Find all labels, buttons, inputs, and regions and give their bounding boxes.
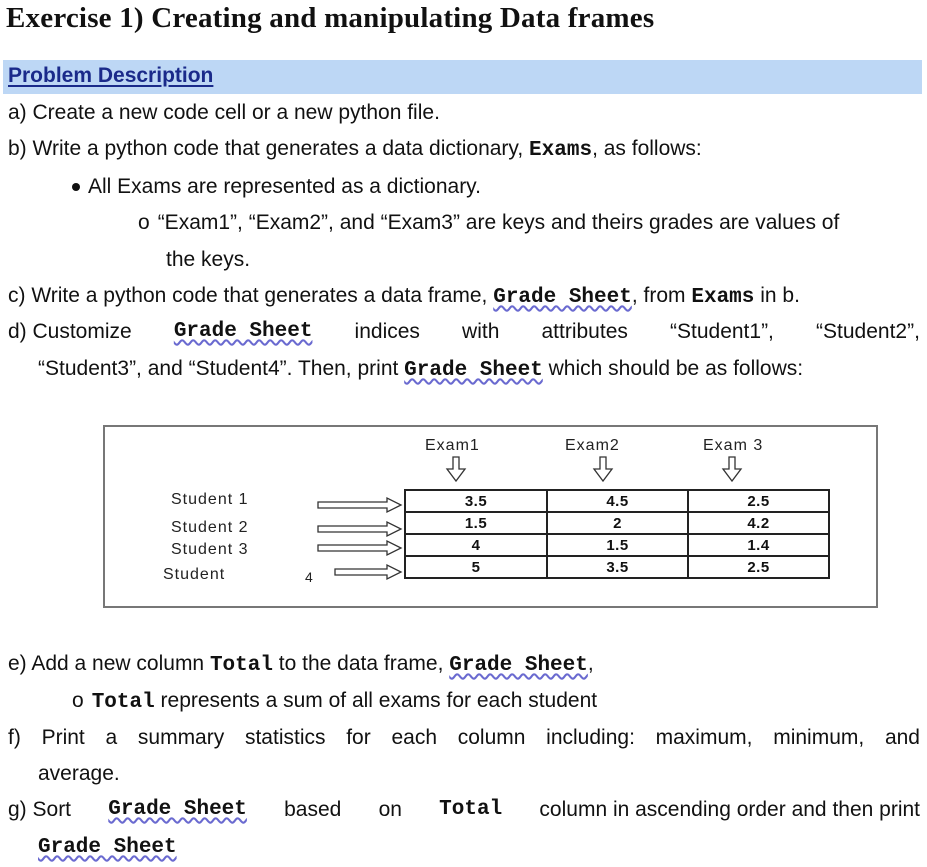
section-heading: Problem Description: [8, 64, 214, 87]
row-label: Student: [163, 566, 226, 583]
code-grade-sheet: Grade Sheet: [493, 286, 632, 309]
item-g-line2: [38, 834, 177, 859]
item-e: e) Add a new column Total to the data frame, Grade Sheet,: [8, 652, 594, 677]
table-cell: 1.4: [747, 537, 770, 554]
table-cell: 4: [471, 537, 481, 554]
right-arrow-icon: [318, 498, 401, 512]
down-arrow-icon: [594, 457, 612, 481]
item-b-sub1: o “Exam1”, “Exam2”, and “Exam3” are keys and theirs grades are values of: [138, 211, 840, 234]
code-grade-sheet: Grade Sheet: [404, 359, 543, 382]
page-title: Exercise 1) Creating and manipulating Data frames: [6, 2, 655, 34]
code-grade-sheet: Grade Sheet: [449, 654, 588, 677]
item-a: a) Create a new code cell or a new python file.: [8, 101, 440, 124]
code-exams: Exams: [529, 139, 593, 162]
code-grade-sheet: Grade Sheet: [38, 836, 177, 859]
column-header: Exam2: [565, 437, 620, 454]
grade-sheet-figure: [103, 425, 878, 608]
code-grade-sheet: Grade Sheet: [173, 320, 313, 343]
item-f-line1: f) Print a summary statistics for each column including: maximum, minimum, and: [8, 726, 920, 749]
column-header: Exam1: [425, 437, 480, 454]
row-label: Student 1: [171, 491, 249, 508]
table-cell: 2.5: [747, 493, 770, 510]
item-c: c) Write a python code that generates a data frame, Grade Sheet, from Exams in b.: [8, 284, 800, 309]
code-exams: Exams: [691, 286, 755, 309]
row-label-suffix: 4: [305, 569, 314, 585]
table-cell: 3.5: [606, 559, 629, 576]
code-grade-sheet: Grade Sheet: [108, 798, 247, 821]
item-f-line2: average.: [38, 762, 120, 785]
row-label: Student 2: [171, 519, 249, 536]
table-cell: 1.5: [606, 537, 629, 554]
circle-bullet-icon: o: [138, 211, 150, 234]
code-total: Total: [209, 654, 273, 677]
bullet-icon: [72, 183, 80, 191]
item-b: b) Write a python code that generates a data dictionary, Exams, as follows:: [8, 137, 702, 162]
table-cell: 1.5: [464, 515, 488, 532]
right-arrow-icon: [318, 541, 401, 555]
down-arrow-icon: [447, 457, 465, 481]
right-arrow-icon: [335, 565, 401, 579]
item-d-line1: d) Customize Grade Sheet indices with attributes “Student1”, “Student2”,: [8, 320, 920, 343]
code-total: Total: [91, 691, 155, 714]
item-d-line2: “Student3”, and “Student4”. Then, print Grade Sheet which should be as follows:: [38, 357, 804, 382]
item-g-line1: g) Sort Grade Sheet based on Total column in ascending order and then print: [8, 798, 920, 821]
item-b-bullet: All Exams are represented as a dictionary.: [72, 175, 481, 199]
down-arrow-icon: [723, 457, 741, 481]
table-cell: 2: [613, 515, 622, 532]
item-b-sub2: the keys.: [166, 248, 251, 271]
table-cell: 2.5: [747, 559, 770, 576]
table-cell: 4.2: [747, 515, 770, 532]
row-label: Student 3: [171, 541, 249, 558]
table-cell: 4.5: [606, 493, 629, 510]
table-cell: 3.5: [464, 493, 488, 510]
code-total: Total: [439, 798, 503, 821]
circle-bullet-icon: o: [72, 689, 84, 712]
right-arrow-icon: [318, 522, 401, 536]
table-cell: 5: [471, 559, 481, 576]
item-e-sub: o Total represents a sum of all exams for each student: [72, 689, 598, 714]
column-header: Exam 3: [703, 437, 764, 454]
